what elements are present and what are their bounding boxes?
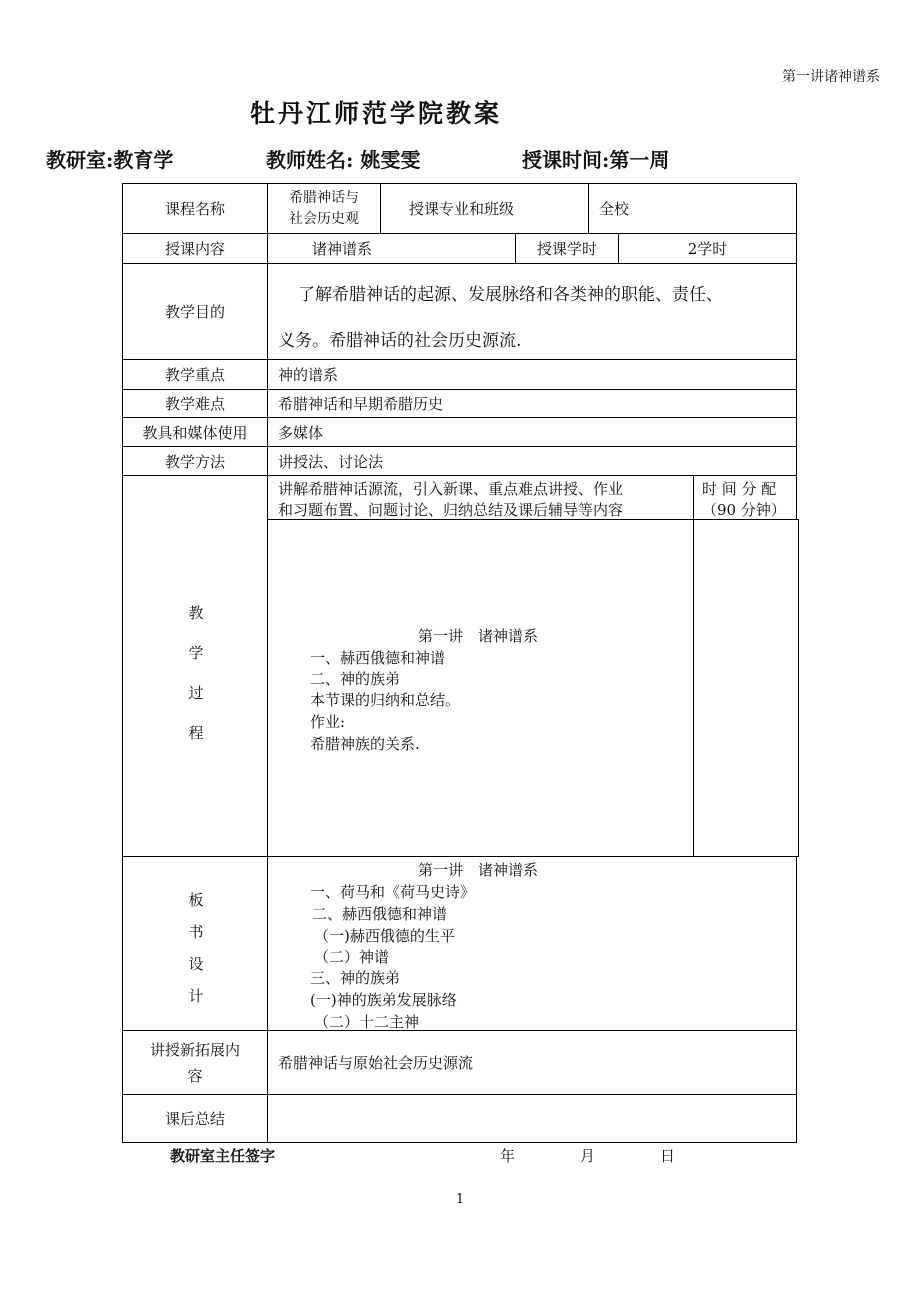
summary-label: 课后总结 xyxy=(164,1110,225,1128)
course-value-line1: 希腊神话与 xyxy=(289,189,359,206)
process-body-line: 一、赫西俄德和神谱 xyxy=(310,649,446,667)
hours-value: 2学时 xyxy=(687,240,728,258)
key-label: 教学重点 xyxy=(164,366,225,384)
process-label-char-3: 过 xyxy=(188,684,204,702)
summary-value-cell[interactable] xyxy=(267,1094,797,1143)
board-line: 二、赫西俄德和神谱 xyxy=(312,905,448,923)
process-time-line2: （90 分钟） xyxy=(702,501,786,519)
goal-value-cell xyxy=(267,263,797,360)
process-label-char-1: 教 xyxy=(188,604,204,622)
course-label: 课程名称 xyxy=(164,200,225,218)
hours-label: 授课学时 xyxy=(536,240,597,258)
board-line: (一)神的族弟发展脉络 xyxy=(310,991,457,1009)
process-body-line: 二、神的族弟 xyxy=(310,670,401,688)
board-heading: 第一讲 诸神谱系 xyxy=(418,861,539,879)
difficulty-label-cell xyxy=(122,389,268,418)
process-body-cell xyxy=(267,519,694,857)
content-label: 授课内容 xyxy=(164,240,225,258)
teacher-info: 教师姓名: 姚雯雯 xyxy=(266,148,421,172)
process-time-line1: 时 间 分 配 xyxy=(702,480,777,498)
process-time-cell xyxy=(693,475,797,520)
hours-label-cell xyxy=(515,233,619,264)
expand-label-cell xyxy=(122,1030,268,1095)
process-label-char-4: 程 xyxy=(188,724,204,742)
page-title: 牡丹江师范学院教案 xyxy=(250,99,503,128)
key-value: 神的谱系 xyxy=(278,366,339,384)
goal-line1: 了解希腊神话的起源、发展脉络和各类神的职能、责任、 xyxy=(298,285,723,305)
process-header-line2: 和习题布置、问题讨论、归纳总结及课后辅导等内容 xyxy=(278,501,624,519)
board-line: 三、神的族弟 xyxy=(310,969,401,987)
difficulty-label: 教学难点 xyxy=(164,395,225,413)
method-label: 教学方法 xyxy=(164,452,225,471)
time-info: 授课时间:第一周 xyxy=(522,148,670,172)
content-value: 诸神谱系 xyxy=(312,240,373,258)
media-value-cell xyxy=(267,417,797,447)
goal-label: 教学目的 xyxy=(164,303,225,321)
header-lecture-tag: 第一讲诸神谱系 xyxy=(782,69,880,85)
major-value-cell xyxy=(588,183,797,234)
process-label-char-2: 学 xyxy=(188,644,204,662)
signature-day: 日 xyxy=(660,1147,676,1165)
board-line: （一)赫西俄德的生平 xyxy=(314,927,455,945)
goal-label-cell xyxy=(122,263,268,360)
expand-value-cell xyxy=(267,1030,797,1095)
process-header-line1: 讲解希腊神话源流，引入新课、重点难点讲授、作业 xyxy=(278,480,624,498)
process-body-heading: 第一讲 诸神谱系 xyxy=(418,627,539,645)
board-line: （二）神谱 xyxy=(314,948,390,966)
board-label-char-4: 计 xyxy=(188,987,204,1005)
content-label-cell xyxy=(122,233,268,264)
process-label-cell xyxy=(122,475,268,857)
process-body-line: 本节课的归纳和总结。 xyxy=(310,691,461,709)
content-value-cell xyxy=(267,233,516,264)
major-label: 授课专业和班级 xyxy=(409,200,515,218)
board-label-char-2: 书 xyxy=(188,923,204,941)
major-value: 全校 xyxy=(599,200,630,218)
method-value: 讲授法、讨论法 xyxy=(278,452,384,471)
expand-label-line2: 容 xyxy=(187,1066,203,1085)
board-line: （二）十二主神 xyxy=(314,1013,420,1031)
board-label-char-1: 板 xyxy=(188,891,204,909)
signature-month: 月 xyxy=(580,1147,596,1165)
major-label-cell xyxy=(380,183,589,234)
board-content-cell xyxy=(267,856,797,1031)
process-body-line: 作业: xyxy=(310,713,346,731)
department-info: 教研室:教育学 xyxy=(46,148,174,172)
course-label-cell xyxy=(122,183,268,234)
course-value-line2: 社会历史观 xyxy=(289,210,359,227)
media-label-cell xyxy=(122,417,268,447)
goal-line2: 义务。希腊神话的社会历史源流. xyxy=(278,331,522,351)
hours-value-cell xyxy=(618,233,797,264)
media-label: 教具和媒体使用 xyxy=(142,423,248,442)
page-number: 1 xyxy=(455,1192,465,1207)
method-label-cell xyxy=(122,446,268,476)
process-header-cell xyxy=(267,475,694,520)
process-body-line: 希腊神族的关系. xyxy=(310,735,420,753)
media-value: 多媒体 xyxy=(278,423,324,442)
method-value-cell xyxy=(267,446,797,476)
expand-label-line1: 讲授新拓展内 xyxy=(149,1040,240,1059)
course-value-cell xyxy=(267,183,381,234)
difficulty-value-cell xyxy=(267,389,797,418)
expand-value: 希腊神话与原始社会历史源流 xyxy=(278,1054,474,1072)
board-line: 一、荷马和《荷马史诗》 xyxy=(310,883,476,901)
summary-label-cell xyxy=(122,1094,268,1143)
difficulty-value: 希腊神话和早期希腊历史 xyxy=(278,395,444,413)
key-value-cell xyxy=(267,359,797,390)
board-label-char-3: 设 xyxy=(188,955,204,973)
board-label-cell xyxy=(122,856,268,1031)
signature-label: 教研室主任签字 xyxy=(170,1147,276,1165)
process-time-body-cell xyxy=(693,519,799,857)
signature-year: 年 xyxy=(500,1147,516,1165)
key-label-cell xyxy=(122,359,268,390)
